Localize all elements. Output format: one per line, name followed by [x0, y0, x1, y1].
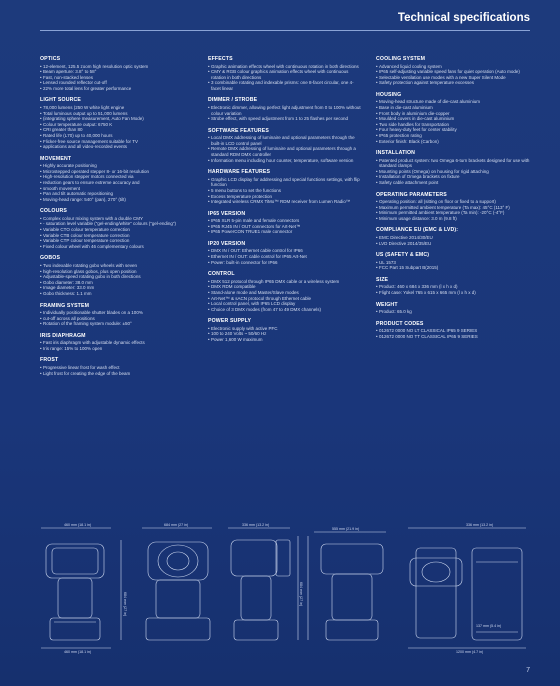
spec-item: • Gobo diameter: 38.0 mm — [40, 280, 194, 286]
spec-section — [40, 357, 194, 376]
spec-section-heading: HOUSING — [376, 91, 402, 98]
drawings-svg — [36, 522, 530, 654]
spec-item: • high-resolution glass gobos, plus open position — [40, 269, 194, 275]
spec-item: • Information menu including hour counter, temperature, software version — [208, 158, 362, 164]
dim-label: 684 mm (27 in) — [123, 592, 127, 617]
spec-item: • Local DMX addressing of luminaire and optional parameters through the built-in LCD control panel — [208, 135, 362, 146]
spec-item: • reduction gears to ensure extreme accuracy and — [40, 180, 194, 186]
spec-item: • Base in die-cast aluminium — [376, 105, 530, 111]
spec-item: • Highly accurate positioning — [40, 163, 194, 169]
spec-item: • Variable CTO colour temperature correction — [40, 227, 194, 233]
spec-item: • Moulded covers in die-cast aluminium — [376, 116, 530, 122]
spec-section — [376, 56, 530, 86]
spec-column — [40, 56, 194, 382]
spec-item: • 100 to 240 Volts ~ 50/60 Hz — [208, 331, 362, 337]
spec-item: • Gobo thickness: 1.1 mm — [40, 291, 194, 297]
spec-section — [376, 150, 530, 185]
fixture-side-drawing — [41, 528, 121, 648]
spec-section — [208, 97, 362, 121]
spec-item: • Individually positionable shutter blades on a 100% — [40, 310, 194, 316]
spec-section — [208, 128, 362, 163]
spec-section-heading: SIZE — [376, 276, 389, 283]
spec-item: • 012672 0000 NO LT CLASSICAL IP65 9 SERIES — [376, 328, 530, 334]
spec-item: • Graphic animation effects wheel with continuous rotation in both directions — [208, 64, 362, 70]
spec-item: • Complex colour mixing system with a double CMY — [40, 216, 194, 222]
fixture-top-drawing — [408, 528, 526, 648]
spec-section-heading: FROST — [40, 357, 59, 364]
spec-item: • IP65 RJ45 IN / OUT connectors for Art-Net™ — [208, 224, 362, 230]
spec-item: • Electronic supply with active PFC — [208, 326, 362, 332]
spec-item: • CRI greater than 80 — [40, 127, 194, 133]
spec-item: • IP65 protection rating — [376, 133, 530, 139]
spec-item: • Two indexable rotating gobo wheels with seven — [40, 263, 194, 269]
spec-section — [40, 56, 194, 91]
spec-item: • Graphic LCD display for addressing and special functions settings, with flip function — [208, 177, 362, 188]
spec-item: • Microstepped operated stepper 8- or 16-bit resolution — [40, 169, 194, 175]
spec-item: • Light frost for creating the edge of the beam — [40, 371, 194, 377]
spec-section-heading: WEIGHT — [376, 301, 398, 308]
spec-item: • 5 menu buttons to set the functions — [208, 188, 362, 194]
spec-section — [376, 321, 530, 340]
spec-item: • Colour temperature output: 6750 K — [40, 122, 194, 128]
spec-section-heading: DIMMER / STROBE — [208, 97, 258, 104]
spec-item: • Power 1,600 W maximum — [208, 337, 362, 343]
spec-item: • Integrated wireless CRMX TiMo™ RDM receiver from Lumen Radio™ — [208, 199, 362, 205]
spec-column — [376, 56, 530, 382]
spec-item: • Patented product system: two Omega 6-turn brackets designed for use with standard clamps — [376, 158, 530, 169]
spec-item: • smooth movement — [40, 186, 194, 192]
spec-item: • IP65 PowerCON TRUE1 male connector — [208, 229, 362, 235]
spec-section-heading: SOFTWARE FEATURES — [208, 127, 269, 134]
spec-section — [376, 302, 530, 315]
spec-section-heading: LIGHT SOURCE — [40, 97, 81, 104]
spec-section-heading: FRAMING SYSTEM — [40, 302, 90, 309]
spec-section-heading: PRODUCT CODES — [376, 320, 424, 327]
spec-item: • Mounting points (Omega) on housing for rigid attaching — [376, 169, 530, 175]
spec-item: • EMC Directive 2014/30/EU — [376, 235, 530, 241]
spec-item: • High-resolution stepper motors connected via — [40, 174, 194, 180]
spec-item: • Remote DMX addressing of luminaire and optional parameters through a standard RDM DMX controller — [208, 146, 362, 157]
fixture-tilted-drawing — [228, 528, 298, 640]
spec-item: • UL 1573 — [376, 260, 530, 266]
spec-section — [208, 241, 362, 265]
dim-label: 1200 mm (4.7 in) — [456, 650, 484, 654]
spec-item: • Flight case: Yokel 765 x 615 x 665 mm (l x h x d) — [376, 290, 530, 296]
dim-label: 555 mm (21.9 in) — [332, 527, 360, 531]
spec-section — [208, 271, 362, 312]
spec-section — [208, 211, 362, 235]
spec-section — [40, 97, 194, 149]
spec-section — [208, 318, 362, 342]
spec-item: • Iris range: 15% to 100% open — [40, 346, 194, 352]
spec-item: • cut-off across all positions — [40, 316, 194, 322]
spec-section — [376, 192, 530, 222]
spec-item: • Fixed colour wheel with 46 complementary colours — [40, 244, 194, 250]
spec-item: • Front body in aluminium die-copper — [376, 111, 530, 117]
spec-item: • LVD Directive 2014/35/EU — [376, 241, 530, 247]
dim-label: 460 mm (18.1 in) — [64, 523, 92, 527]
page-title: Technical specifications — [397, 12, 530, 24]
spec-section-heading: IP20 VERSION — [208, 240, 246, 247]
spec-item: • Product: 460 x 684 x 336 mm (l x h x d) — [376, 284, 530, 290]
spec-item: • Four heavy-duty feet for center stability — [376, 127, 530, 133]
spec-section-heading: OPERATING PARAMETERS — [376, 191, 447, 198]
spec-section-heading: COLOURS — [40, 208, 67, 215]
spec-section-heading: IRIS DIAPHRAGM — [40, 332, 86, 339]
spec-item: • Strobe effect, with speed adjustment from 1 to 25 flashes per second — [208, 116, 362, 122]
spec-item: • Variable CTP colour temperature correction — [40, 238, 194, 244]
dim-label: 684 mm (27 in) — [299, 582, 303, 607]
spec-item: • Lensed rounded reflector cut-off — [40, 80, 194, 86]
spec-section-heading: COMPLIANCE EU (EMC & LVD): — [376, 227, 459, 234]
spec-section — [40, 208, 194, 249]
spec-item: • Electronic dimmer, allowing perfect light adjustment from 0 to 100% without colour variation — [208, 105, 362, 116]
dim-label: 336 mm (13.2 in) — [466, 523, 494, 527]
spec-item: • 12-element, 125.5 zoom high resolution optic system — [40, 64, 194, 70]
spec-section-heading: IP65 VERSION — [208, 210, 246, 217]
spec-section-heading: COOLING SYSTEM — [376, 56, 426, 62]
dim-label: 684 mm (27 in) — [164, 523, 189, 527]
spec-section — [376, 227, 530, 246]
spec-section — [208, 169, 362, 204]
spec-item: • Exterior finish: Black (Carbon) — [376, 139, 530, 145]
spec-item: • Excess temperature protection — [208, 194, 362, 200]
spec-item: • Local control panel, with IP65 LCD display — [208, 301, 362, 307]
spec-section-heading: GOBOS — [40, 255, 61, 262]
spec-section-heading: INSTALLATION — [376, 150, 416, 157]
spec-item: • (integrating sphere measurement, Auto Fan Mode) — [40, 116, 194, 122]
spec-item: • 22% more total lens for greater performance — [40, 86, 194, 92]
spec-item: • Rated life (L70) up to 40,000 hours — [40, 133, 194, 139]
spec-item: • Beam aperture: 3.8° to 58° — [40, 69, 194, 75]
spec-item: • Moving-head range: 540° (pan), 270° (tilt) — [40, 197, 194, 203]
spec-item: • Selectable ventilation use modes with a new Super Silent Mode — [376, 75, 530, 81]
spec-section — [208, 56, 362, 91]
spec-section — [376, 252, 530, 271]
spec-section — [40, 303, 194, 327]
spec-item: • Total luminous output up to 51,000 lumens — [40, 111, 194, 117]
page-number: 7 — [526, 667, 530, 674]
spec-item: • Maximum permitted ambient temperature (Ta max): 45°C (113° F) — [376, 205, 530, 211]
spec-column — [208, 56, 362, 382]
spec-item: • DMX 512 protocol through IP65 DMX cable or a wireless system — [208, 279, 362, 285]
spec-section — [40, 156, 194, 203]
spec-item: • Choice of 3 DMX modes (from 47 to 49 DMX channels) — [208, 307, 362, 313]
spec-section-heading: OPTICS — [40, 56, 61, 62]
dim-label: 460 mm (18.1 in) — [64, 650, 92, 654]
spec-item: • Stand-alone mode and Master/Slave modes — [208, 290, 362, 296]
spec-item: • Operating position: all (sitting on floor or fixed to a support) — [376, 199, 530, 205]
spec-section-heading: HARDWARE FEATURES — [208, 169, 271, 176]
spec-item: • CMY & RGB colour graphics animation effects wheel with continuous rotation in both directions — [208, 69, 362, 80]
spec-section — [376, 92, 530, 144]
spec-section — [376, 277, 530, 296]
spec-item: • Progressive linear frost for wash effect — [40, 365, 194, 371]
spec-item: • 78,000 lumens (250 W white light engine — [40, 105, 194, 111]
spec-item: • DMX RDM compatible — [208, 284, 362, 290]
spec-item: • FCC Part 15 Subpart B(2015) — [376, 265, 530, 271]
spec-item: • Power: built-in connector for IP66 — [208, 260, 362, 266]
spec-section-heading: CONTROL — [208, 271, 235, 278]
spec-item: • Minimum usage distance: 3.0 m (9.8 ft) — [376, 216, 530, 222]
dim-label: 137 mm (5.4 in) — [476, 624, 502, 628]
spec-item: • Moving-head structure made of die-cast aluminium — [376, 99, 530, 105]
technical-drawings — [36, 522, 530, 654]
spec-item: • Safety cable attachment point — [376, 180, 530, 186]
spec-section-heading: POWER SUPPLY — [208, 318, 252, 325]
spec-section-heading: EFFECTS — [208, 56, 233, 62]
spec-item: • Two side handles for transportation — [376, 122, 530, 128]
fixture-front-drawing — [142, 528, 212, 640]
header-rule — [40, 30, 530, 31]
spec-item: • Art-Net™ & sACN protocol through Ethernet cable — [208, 296, 362, 302]
fixture-profile-drawing — [308, 532, 386, 640]
spec-item: • Fast, non-stacked lenses — [40, 75, 194, 81]
spec-item: • Fast iris diaphragm with adjustable dynamic effects — [40, 340, 194, 346]
spec-item: • IP65 self-adjusting variable speed fans for quiet operation (Auto mode) — [376, 69, 530, 75]
spec-item: • Minimum permitted ambient temperature (Ta min): -20°C (-4°F) — [376, 210, 530, 216]
spec-item: • Product: 65.0 kg — [376, 309, 530, 315]
spec-columns — [40, 56, 535, 382]
spec-item: • IP65 XLR 5-pin male and female connectors — [208, 218, 362, 224]
spec-item: • Advanced liquid cooling system — [376, 64, 530, 70]
spec-item: • Flicker-free source management suitable for TV — [40, 139, 194, 145]
spec-item: • Pan and tilt automatic repositioning — [40, 191, 194, 197]
spec-section — [40, 255, 194, 296]
spec-item: • Rotation of the framing system module: ±50° — [40, 321, 194, 327]
spec-item: • Image diameter: 33.0 mm — [40, 285, 194, 291]
spec-item: • 3 combinable rotating and indexable prisms: one 8-facet circular, one 4-facet linear — [208, 80, 362, 91]
spec-item: • - saturation level variable ("gel-ending/white" colours ("gel-ending") — [40, 221, 194, 227]
dim-label: 336 mm (13.2 in) — [242, 523, 270, 527]
spec-item: • Variable CTB colour temperature correction — [40, 233, 194, 239]
spec-item: • applications and all video-recorded events — [40, 144, 194, 150]
spec-item: • DMX IN / OUT: Ethernet cable control for IP66 — [208, 248, 362, 254]
spec-item: • Adjustable-speed rotating gobo in both directions — [40, 274, 194, 280]
spec-item: • Safety protection against temperature excesses — [376, 80, 530, 86]
spec-section — [40, 333, 194, 352]
spec-section-heading: MOVEMENT — [40, 155, 72, 162]
spec-section-heading: US (SAFETY & EMC) — [376, 252, 430, 259]
spec-item: • 012672 0000 NO TT CLASSICAL IP65 9 SERIES — [376, 334, 530, 340]
spec-item: • Installation of Omega brackets on fixture — [376, 174, 530, 180]
spec-item: • Ethernet IN / OUT: cable control for IP65 Art-Net — [208, 254, 362, 260]
